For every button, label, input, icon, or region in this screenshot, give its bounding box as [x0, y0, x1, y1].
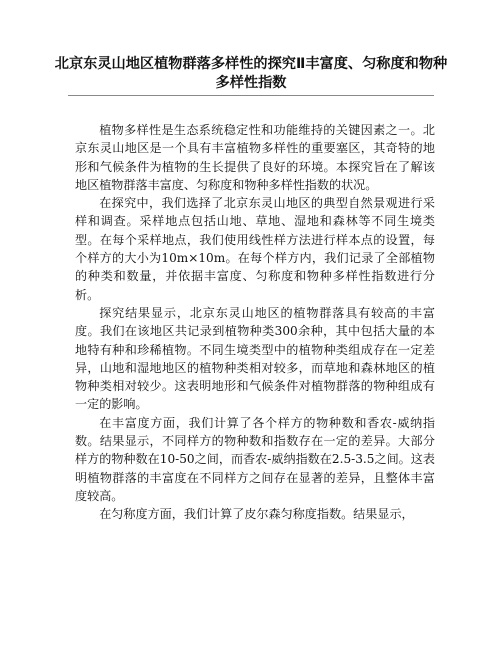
paragraph: 在匀称度方面，我们计算了皮尔森匀称度指数。结果显示，	[99, 507, 414, 522]
paragraph: 植物多样性是生态系统稳定性和功能维持的关键因素之一。北京东灵山地区是一个具有丰富植物多样性的重要塞区，其奇特的地形和气候条件为植物的生长提供了良好的环境。本探究旨在了解该地区植物群落丰富度、匀称度和物种多样性指数的状况。	[75, 123, 435, 192]
paragraph: 在丰富度方面，我们计算了各个样方的物种数和香农-威纳指数。结果显示，不同样方的物种数和指数存在一定的差异。大部分样方的物种数在10-50之间，而香农-威纳指数在2.5-3.5之间。这表明植物群落的丰富度在不同样方之间存在显著的差异，且整体丰富度较高。	[75, 415, 435, 503]
paragraph: 在探究中，我们选择了北京东灵山地区的典型自然景观进行采样和调查。采样地点包括山地、草地、湿地和森林等不同生境类型。在每个采样地点，我们使用线性样方法进行样本点的设置，每个样方的大小为10m×10m。在每个样方内，我们记录了全部植物的种类和数量，并依据丰富度、匀称度和物种多样性指数进行分析。	[75, 196, 435, 302]
document-title: 北京东灵山地区植物群落多样性的探究Ⅱ丰富度、匀称度和物种多样性指数	[54, 56, 448, 91]
document-body	[75, 121, 435, 524]
title-divider	[68, 95, 434, 96]
paragraph: 探究结果显示，北京东灵山地区的植物群落具有较高的丰富度。我们在该地区共记录到植物种类300余种，其中包括大量的本地特有种和珍稀植物。不同生境类型中的植物种类组成存在一定差异，山地和湿地地区的植物种类相对较多，而草地和森林地区的植物种类相对较少。这表明地形和气候条件对植物群落的物种组成有一定的影响。	[75, 305, 435, 412]
